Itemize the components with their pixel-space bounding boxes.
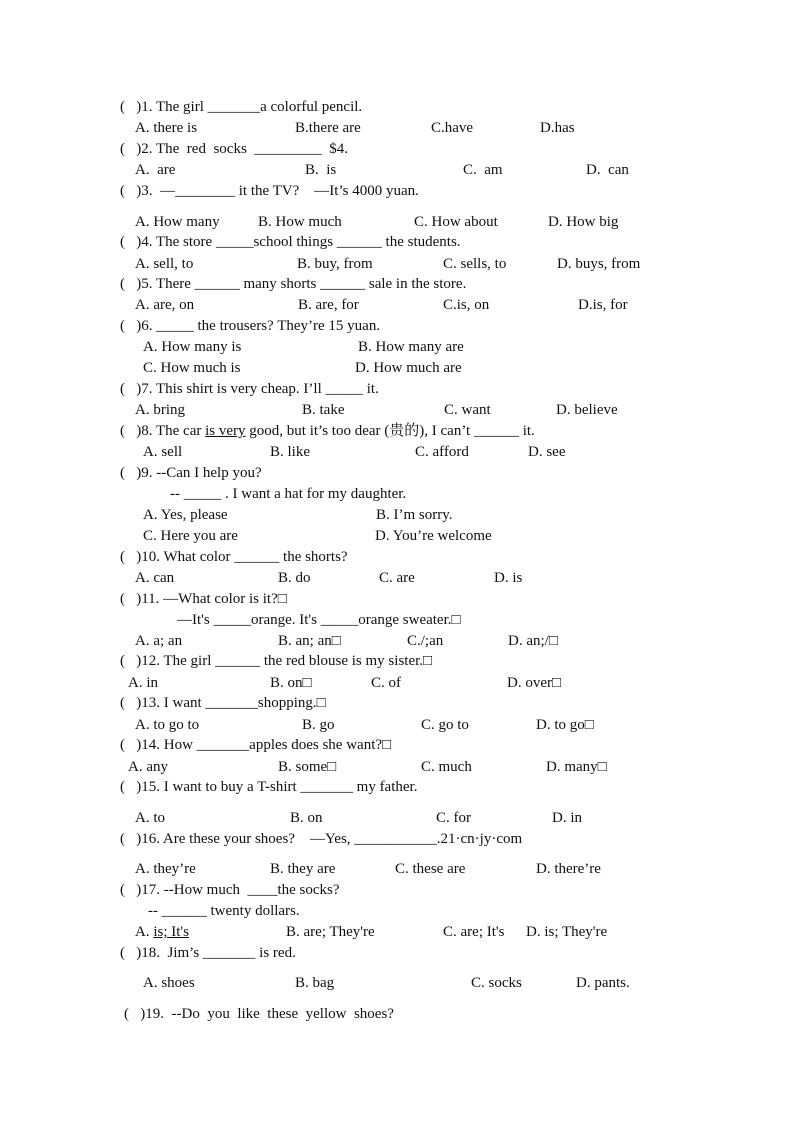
option-a: A. any (128, 759, 168, 775)
option-d: D. How big (548, 214, 619, 230)
option-d: D. buys, from (557, 256, 641, 272)
question-15: ( )15. I want to buy a T-shirt _______ my father. (120, 779, 418, 795)
option-b: B. bag (295, 975, 335, 991)
question-8-part-1: ( )8. The car (120, 423, 206, 439)
option-a: A. sell (143, 444, 183, 460)
option-c: C. want (444, 402, 491, 418)
question-2: ( )2. The red socks _________ $4. (120, 141, 349, 157)
option-b: B. is (305, 162, 337, 178)
option-d: D. How much are (355, 360, 462, 376)
option-b: B. are, for (298, 297, 359, 313)
question-8-part-3: good, but it’s too dear (贵的), I can’t ______ it. (245, 423, 535, 439)
question-11: ( )11. —What color is it?□ (120, 591, 287, 607)
question-6: ( )6. _____ the trousers? They’re 15 yuan. (120, 318, 381, 334)
question-13: ( )13. I want _______shopping.□ (120, 695, 326, 711)
option-c: C./;an (407, 633, 444, 649)
option-d: D. You’re welcome (375, 528, 492, 544)
option-b: B. take (302, 402, 345, 418)
option-a: A. can (135, 570, 175, 586)
option-c: C. afford (415, 444, 469, 460)
option-b: B. they are (270, 861, 336, 877)
option-a: A. are, on (135, 297, 195, 313)
option-a-underlined: is; It's (153, 924, 189, 940)
question-9-response: -- _____ . I want a hat for my daughter. (170, 486, 407, 502)
option-c: C. Here you are (143, 528, 238, 544)
option-c: C. socks (471, 975, 522, 991)
question-5: ( )5. There ______ many shorts ______ sale in the store. (120, 276, 467, 292)
option-b: B. go (302, 717, 335, 733)
question-7: ( )7. This shirt is very cheap. I’ll _____ it. (120, 381, 379, 397)
option-a: A. shoes (143, 975, 195, 991)
question-11-line-2: —It's _____orange. It's _____orange sweater.□ (177, 612, 461, 628)
option-a: A. bring (135, 402, 185, 418)
option-c: C. much (421, 759, 472, 775)
option-d: D. there’re (536, 861, 601, 877)
option-d: D. pants. (576, 975, 630, 991)
option-b: B. an; an□ (278, 633, 341, 649)
option-b: B. I’m sorry. (376, 507, 453, 523)
option-d: D. in (552, 810, 582, 826)
option-d: D. is (494, 570, 523, 586)
option-b: B. How many are (358, 339, 464, 355)
question-9: ( )9. --Can I help you? (120, 465, 262, 481)
option-a: A. sell, to (135, 256, 194, 272)
option-c: C.have (431, 120, 474, 136)
option-b: B. buy, from (297, 256, 373, 272)
option-d: D. see (528, 444, 566, 460)
option-a: A. How many (135, 214, 220, 230)
option-d: D. to go□ (536, 717, 594, 733)
question-4: ( )4. The store _____school things ______ the students. (120, 234, 461, 250)
question-17: ( )17. --How much ____the socks? (120, 882, 340, 898)
option-d: D.has (540, 120, 575, 136)
option-c: C. How about (414, 214, 498, 230)
option-c: C.is, on (443, 297, 490, 313)
option-b: B. How much (258, 214, 342, 230)
question-18: ( )18. Jim’s _______ is red. (120, 945, 296, 961)
option-b: B. on (290, 810, 323, 826)
option-a: A. Yes, please (143, 507, 228, 523)
option-d: D. is; They're (526, 924, 608, 940)
option-d: D. an;/□ (508, 633, 558, 649)
underlined-phrase: is very (205, 423, 246, 439)
option-c: C. sells, to (443, 256, 507, 272)
question-8 (120, 422, 535, 440)
question-17-response: -- ______ twenty dollars. (148, 903, 300, 919)
option-d: D. believe (556, 402, 618, 418)
option-b: B. do (278, 570, 311, 586)
option-a: A. a; an (135, 633, 183, 649)
question-14: ( )14. How _______apples does she want?□ (120, 737, 392, 753)
option-a: A. to go to (135, 717, 200, 733)
question-16: ( )16. Are these your shoes? —Yes, ___________.21·cn·jy·com (120, 831, 523, 847)
option-c: C. go to (421, 717, 469, 733)
option-c: C. am (463, 162, 503, 178)
option-c: C. for (436, 810, 471, 826)
option-c: C. are (379, 570, 415, 586)
question-1: ( )1. The girl _______a colorful pencil. (120, 99, 363, 115)
option-a: A. to (135, 810, 165, 826)
question-10: ( )10. What color ______ the shorts? (120, 549, 348, 565)
option-a (135, 923, 189, 941)
option-a: A. they’re (135, 861, 196, 877)
option-b: B.there are (295, 120, 361, 136)
option-d: D. over□ (507, 675, 562, 691)
option-c: C. these are (395, 861, 466, 877)
option-d: D. many□ (546, 759, 607, 775)
option-b: B. like (270, 444, 310, 460)
option-b: B. on□ (270, 675, 312, 691)
option-d: D.is, for (578, 297, 628, 313)
option-c: C. of (371, 675, 401, 691)
question-19: ( )19. --Do you like these yellow shoes? (124, 1006, 394, 1022)
option-b: B. some□ (278, 759, 337, 775)
option-c: C. How much is (143, 360, 241, 376)
option-a: A. in (128, 675, 158, 691)
question-12: ( )12. The girl ______ the red blouse is my sister.□ (120, 653, 433, 669)
option-a: A. are (135, 162, 176, 178)
option-b: B. are; They're (286, 924, 375, 940)
option-a: A. How many is (143, 339, 242, 355)
option-a-letter: A. (135, 924, 154, 940)
question-3: ( )3. —________ it the TV? —It’s 4000 yuan. (120, 183, 419, 199)
option-a: A. there is (135, 120, 198, 136)
option-c: C. are; It's (443, 924, 505, 940)
option-d: D. can (586, 162, 629, 178)
